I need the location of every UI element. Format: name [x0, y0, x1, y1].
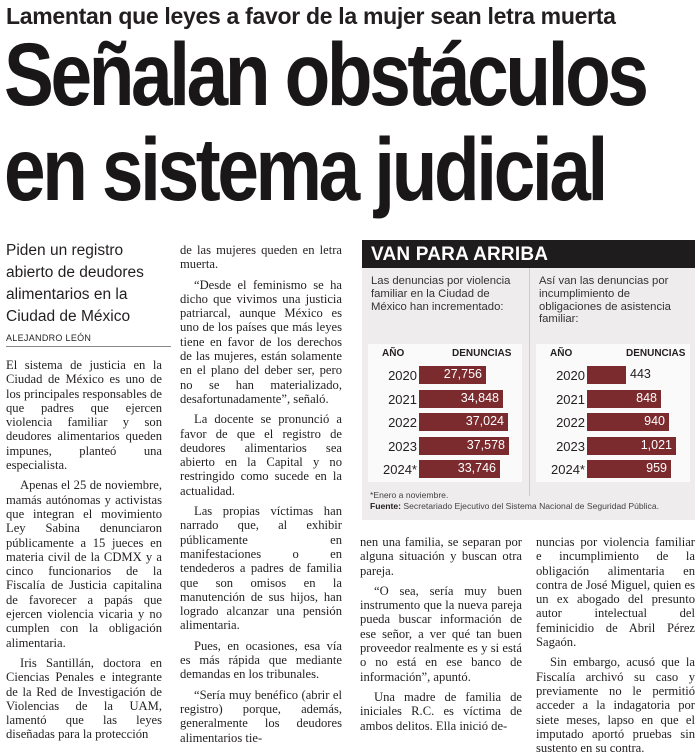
- year-label: 2022: [388, 415, 417, 430]
- article-column-3: [360, 535, 522, 733]
- source-text: Secretariado Ejecutivo del Sistema Nacional de Seguridad Pública.: [401, 501, 659, 511]
- year-label: 2022: [556, 415, 585, 430]
- support-panel: [529, 268, 696, 496]
- complaints-column-header: DENUNCIAS: [626, 348, 686, 359]
- violence-caption: Las denuncias por violencia familiar en la Ciudad de México han incrementado:: [371, 275, 511, 313]
- source-line: [370, 501, 690, 512]
- bar-value-label: 37,578: [466, 437, 505, 452]
- paragraph: “Desde el feminismo se ha dicho que vivimos una justicia patriarcal, aunque México es uno de los países que más leyes tiene en favor de los derechos de las mujeres, están solamente en el plano del deber ser, pero no se han materializado, desafortunadamente”, señaló.: [180, 277, 342, 406]
- article-column-2: [180, 243, 342, 745]
- bar-value-label: 27,756: [443, 367, 482, 381]
- paragraph: La docente se pronunció a favor de que el registro de deudores alimentarios sea abierto en la Capital y no restringido como sucede en la actualidad.: [180, 412, 342, 498]
- paragraph: de las mujeres queden en letra muerta.: [180, 243, 342, 272]
- bar-row: [368, 388, 522, 412]
- bar-row: [536, 388, 690, 412]
- bar-row: [536, 435, 690, 459]
- year-label: 2024*: [551, 462, 585, 477]
- bar-value-label: 33,746: [457, 461, 496, 475]
- infographic-title: VAN PARA ARRIBA: [362, 240, 695, 268]
- paragraph: Sin embargo, acusó que la Fiscalía archivó su caso y previamente no le permitió acceder a la indagatoria por siete meses, lapso en que el imputado aportó pruebas sin sustento en su contra.: [536, 655, 695, 755]
- article-column-1: [6, 358, 162, 742]
- violence-panel: [362, 268, 528, 496]
- paragraph: “Sería muy benéfico (abrir el registro) porque, además, generalmente los deudores alimentarios tie-: [180, 687, 342, 745]
- complaints-column-header: DENUNCIAS: [452, 348, 512, 359]
- paragraph: Una madre de familia de iniciales R.C. es víctima de ambos delitos. Ella inició de-: [360, 689, 522, 733]
- bar-value-label: 1,021: [640, 437, 672, 452]
- paragraph: El sistema de justicia en la Ciudad de México es uno de los principales responsables de que padres que ejercen violencia familiar y son deudores alimentarios queden impunes, planteó una especialista.: [6, 358, 162, 473]
- year-column-header: AÑO: [550, 348, 573, 359]
- article-column-4: [536, 535, 695, 755]
- year-label: 2024*: [383, 462, 417, 477]
- bar-value-label: 37,024: [465, 414, 504, 428]
- bar-row: [368, 411, 522, 435]
- bar: [587, 366, 626, 384]
- bar-row: [536, 364, 690, 388]
- support-caption: Así van las denuncias por incumplimiento de obligaciones de asistencia familiar:: [539, 275, 671, 326]
- violence-bar-table: [368, 344, 522, 482]
- paragraph: Pues, en ocasiones, esa vía es más rápida que mediante demandas en los tribunales.: [180, 638, 342, 682]
- infographic: [362, 240, 695, 520]
- footnote: *Enero a noviembre.: [370, 490, 449, 500]
- bar-row: [368, 364, 522, 388]
- year-label: 2021: [388, 391, 417, 407]
- year-column-header: AÑO: [382, 348, 405, 359]
- year-label: 2020: [388, 368, 417, 383]
- support-bar-table: [536, 344, 690, 482]
- headline-line-2: en sistema judicial: [4, 119, 605, 219]
- paragraph: “O sea, sería muy buen instrumento que la nueva pareja pueda buscar información de ese señor, a ver qué tan buen proveedor realmente es y si está o no está en ese banco de información”, apuntó.: [360, 583, 522, 684]
- year-label: 2020: [556, 368, 585, 383]
- bar-row: [536, 458, 690, 482]
- bar-value-label: 848: [636, 390, 657, 405]
- bar-value-label: 443: [630, 367, 651, 381]
- bar-value-label: 940: [644, 414, 665, 428]
- year-label: 2023: [556, 438, 585, 454]
- bar-value-label: 34,848: [460, 390, 499, 405]
- paragraph: Iris Santillán, doctora en Ciencias Penales e integrante de la Red de Investigación de Violencias de la UAM, lamentó que las leyes diseñadas para la protección: [6, 655, 162, 742]
- year-label: 2021: [556, 391, 585, 407]
- bar-row: [536, 411, 690, 435]
- bar-value-label: 959: [646, 461, 667, 475]
- bar-row: [368, 458, 522, 482]
- byline: ALEJANDRO LEÓN: [6, 333, 171, 347]
- source-label: Fuente:: [370, 501, 402, 511]
- paragraph: Apenas el 25 de noviembre, mamás autónomas y activistas que integran el movimiento Ley Sabina denunciaron públicamente a 15 jueces en materia civil de la CDMX y a cinco funcionarios de la Fiscalía de Justicia capitalina de favorecer a papás que ejercen violencia vicaria y no cumplen con la obligación alimentaria.: [6, 478, 162, 650]
- bar-row: [368, 435, 522, 459]
- subhead: Piden un registro abierto de deudores alimentarios en la Ciudad de México: [6, 242, 144, 325]
- paragraph: nen una familia, se separan por alguna situación y buscan otra pareja.: [360, 535, 522, 578]
- kicker: Lamentan que leyes a favor de la mujer sean letra muerta: [6, 3, 616, 29]
- paragraph: nuncias por violencia familiar e incumplimiento de la obligación alimentaria en contra de José Miguel, quien es un ex abogado del presunto autor intelectual del feminicidio de Abril Pérez Sagaón.: [536, 535, 695, 650]
- paragraph: Las propias víctimas han narrado que, al exhibir públicamente en manifestaciones o en tendederos a padres de familia que son omisos en la manutención de sus hijos, han logrado alcanzar una pensión alimentaria.: [180, 504, 342, 633]
- infographic-footer: [370, 490, 690, 512]
- headline-line-1: Señalan obstáculos: [4, 24, 646, 124]
- year-label: 2023: [388, 438, 417, 454]
